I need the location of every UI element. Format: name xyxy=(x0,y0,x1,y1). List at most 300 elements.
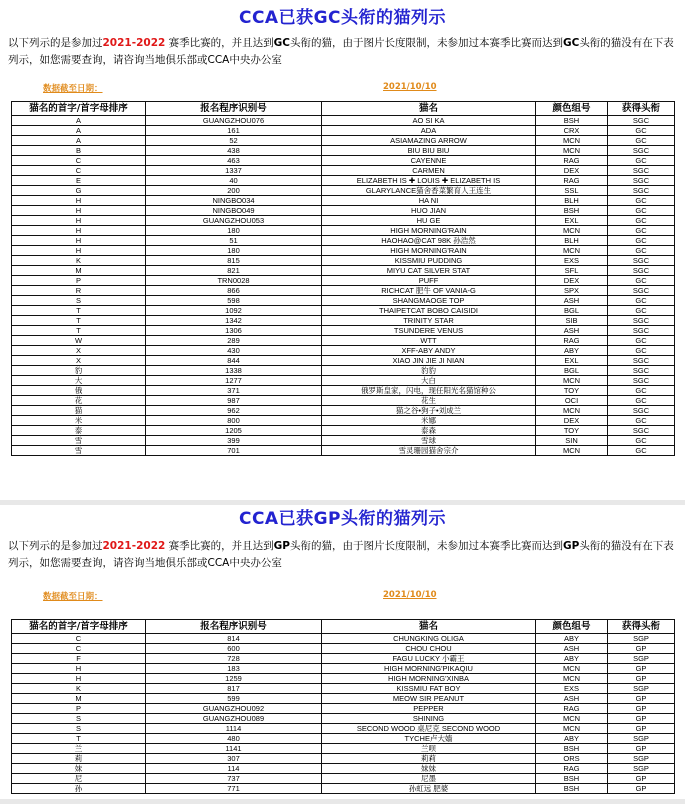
cell-cat-name: HUO JIAN xyxy=(322,206,536,216)
cell-color-group: BLH xyxy=(536,236,608,246)
cell-cat-name: 俄罗斯皇家，闪电，现任阳光名猫馆种公 xyxy=(322,386,536,396)
cell-title: SGP xyxy=(608,684,675,694)
table-row xyxy=(12,236,675,246)
cell-entry-id: 180 xyxy=(146,246,322,256)
table-row xyxy=(12,724,675,734)
table-row xyxy=(12,366,675,376)
cell-initial: C xyxy=(12,156,146,166)
cell-color-group: ABY xyxy=(536,654,608,664)
cell-initial: H xyxy=(12,196,146,206)
cell-initial: H xyxy=(12,216,146,226)
gp-title: CCA已获GP头衔的猫列示 xyxy=(238,509,447,529)
cell-initial: M xyxy=(12,694,146,704)
cell-initial: P xyxy=(12,276,146,286)
cell-title: GC xyxy=(608,336,675,346)
cell-entry-id: 371 xyxy=(146,386,322,396)
cell-initial: T xyxy=(12,326,146,336)
cell-cat-name: 兰呗 xyxy=(322,744,536,754)
cell-title: GC xyxy=(608,216,675,226)
cell-initial: T xyxy=(12,734,146,744)
cell-entry-id: 1092 xyxy=(146,306,322,316)
cell-initial: K xyxy=(12,256,146,266)
cell-title: GC xyxy=(608,236,675,246)
gp-date-row xyxy=(0,586,685,606)
cell-entry-id: 1114 xyxy=(146,724,322,734)
cell-cat-name: BIU BIU BIU xyxy=(322,146,536,156)
bottom-scroll-strip xyxy=(0,799,685,804)
cell-initial: A xyxy=(12,136,146,146)
cell-title: SGC xyxy=(608,366,675,376)
cell-color-group: BGL xyxy=(536,366,608,376)
cell-initial: 孙 xyxy=(12,784,146,794)
cell-color-group: ABY xyxy=(536,346,608,356)
cell-entry-id: 1338 xyxy=(146,366,322,376)
table-row xyxy=(12,754,675,764)
cell-entry-id: 728 xyxy=(146,654,322,664)
cell-title: GC xyxy=(608,446,675,456)
cell-cat-name: HIGH MORNING'RAIN xyxy=(322,226,536,236)
cell-title: SGC xyxy=(608,266,675,276)
cell-title: SGC xyxy=(608,426,675,436)
cell-cat-name: 雪球 xyxy=(322,436,536,446)
cell-color-group: EXS xyxy=(536,256,608,266)
cell-initial: 俄 xyxy=(12,386,146,396)
cell-initial: P xyxy=(12,704,146,714)
table-row xyxy=(12,426,675,436)
cell-entry-id: 737 xyxy=(146,774,322,784)
cell-title: SGC xyxy=(608,146,675,156)
cell-entry-id: 40 xyxy=(146,176,322,186)
cell-entry-id: 1306 xyxy=(146,326,322,336)
cell-cat-name: CARMEN xyxy=(322,166,536,176)
cell-title: GC xyxy=(608,416,675,426)
cell-initial: T xyxy=(12,306,146,316)
gc-date-label: 数据截至日期： xyxy=(43,84,103,94)
cell-cat-name: 孙虹远 肥婆 xyxy=(322,784,536,794)
gp-table-body xyxy=(12,634,675,794)
table-row xyxy=(12,694,675,704)
cell-title: GC xyxy=(608,206,675,216)
cell-entry-id: 480 xyxy=(146,734,322,744)
cell-initial: F xyxy=(12,654,146,664)
gc-header-row xyxy=(12,102,675,116)
cell-title: GC xyxy=(608,396,675,406)
cell-entry-id: 1277 xyxy=(146,376,322,386)
gp-col-color-group: 颜色组号 xyxy=(536,620,608,634)
cell-entry-id: 987 xyxy=(146,396,322,406)
cell-title: SGC xyxy=(608,316,675,326)
table-row xyxy=(12,166,675,176)
cell-title: GC xyxy=(608,226,675,236)
cell-color-group: RAG xyxy=(536,156,608,166)
cell-entry-id: 1205 xyxy=(146,426,322,436)
cell-color-group: ABY xyxy=(536,634,608,644)
cell-cat-name: SECOND WOOD 桌尼克 SECOND WOOD xyxy=(322,724,536,734)
cell-title: GC xyxy=(608,296,675,306)
cell-initial: S xyxy=(12,296,146,306)
gp-col-title: 获得头衔 xyxy=(608,620,675,634)
cell-color-group: MCN xyxy=(536,446,608,456)
cell-entry-id: 814 xyxy=(146,634,322,644)
cell-color-group: MCN xyxy=(536,664,608,674)
table-row xyxy=(12,446,675,456)
cell-cat-name: SHINING xyxy=(322,714,536,724)
cell-entry-id: 52 xyxy=(146,136,322,146)
cell-color-group: SFL xyxy=(536,266,608,276)
cell-initial: C xyxy=(12,644,146,654)
cell-title: SGC xyxy=(608,406,675,416)
cell-cat-name: AO SI KA xyxy=(322,116,536,126)
cell-initial: 尼 xyxy=(12,774,146,784)
cell-initial: H xyxy=(12,206,146,216)
cell-initial: C xyxy=(12,166,146,176)
cell-color-group: DEX xyxy=(536,276,608,286)
gc-col-cat-name: 猫名 xyxy=(322,102,536,116)
cell-title: SGP xyxy=(608,764,675,774)
cell-cat-name: 泰森 xyxy=(322,426,536,436)
cell-color-group: MCN xyxy=(536,376,608,386)
table-row xyxy=(12,436,675,446)
cell-entry-id: 844 xyxy=(146,356,322,366)
cell-color-group: EXL xyxy=(536,356,608,366)
cell-title: SGP xyxy=(608,754,675,764)
cell-initial: E xyxy=(12,176,146,186)
cell-color-group: BGL xyxy=(536,306,608,316)
gp-header-row xyxy=(12,620,675,634)
cell-cat-name: TYCHE卢大嫱 xyxy=(322,734,536,744)
cell-color-group: MCN xyxy=(536,714,608,724)
table-row xyxy=(12,634,675,644)
table-row xyxy=(12,744,675,754)
cell-cat-name: PUFF xyxy=(322,276,536,286)
cell-color-group: MCN xyxy=(536,226,608,236)
cell-entry-id: 701 xyxy=(146,446,322,456)
cell-entry-id: 1259 xyxy=(146,674,322,684)
cell-initial: 雪 xyxy=(12,436,146,446)
cell-cat-name: THAIPETCAT BOBO CAISIDI xyxy=(322,306,536,316)
cell-entry-id: 180 xyxy=(146,226,322,236)
cell-initial: H xyxy=(12,226,146,236)
cell-cat-name: ASIAMAZING ARROW xyxy=(322,136,536,146)
cell-cat-name: XIAO JIN JIE JI NIAN xyxy=(322,356,536,366)
cell-entry-id: TRN0028 xyxy=(146,276,322,286)
gc-date-value: 2021/10/10 xyxy=(383,82,437,92)
cell-initial: 猫 xyxy=(12,406,146,416)
cell-cat-name: ELIZABETH IS ✚ LOUIS ✚ ELIZABETH IS xyxy=(322,176,536,186)
cell-cat-name: HAOHAO@CAT 98K 孙浩然 xyxy=(322,236,536,246)
cell-color-group: DEX xyxy=(536,416,608,426)
cell-initial: B xyxy=(12,146,146,156)
cell-entry-id: 430 xyxy=(146,346,322,356)
cell-color-group: SSL xyxy=(536,186,608,196)
cell-color-group: RAG xyxy=(536,704,608,714)
gc-date-row xyxy=(0,78,685,98)
table-row xyxy=(12,306,675,316)
cell-cat-name: TRINITY STAR xyxy=(322,316,536,326)
cell-entry-id: 600 xyxy=(146,644,322,654)
cell-color-group: TOY xyxy=(536,426,608,436)
cell-title: GC xyxy=(608,436,675,446)
cell-initial: G xyxy=(12,186,146,196)
cell-title: GC xyxy=(608,346,675,356)
gc-table-body xyxy=(12,116,675,456)
cell-title: SGC xyxy=(608,116,675,126)
cell-cat-name: CAYENNE xyxy=(322,156,536,166)
cell-cat-name: 米娜 xyxy=(322,416,536,426)
table-row xyxy=(12,266,675,276)
gp-col-entry-id: 报名程序识别号 xyxy=(146,620,322,634)
cell-entry-id: 815 xyxy=(146,256,322,266)
cell-title: SGC xyxy=(608,286,675,296)
cell-entry-id: 161 xyxy=(146,126,322,136)
cell-initial: 大 xyxy=(12,376,146,386)
cell-cat-name: CHOU CHOU xyxy=(322,644,536,654)
cell-entry-id: 598 xyxy=(146,296,322,306)
cell-initial: 米 xyxy=(12,416,146,426)
gp-section xyxy=(0,505,685,794)
cell-title: GC xyxy=(608,276,675,286)
table-row xyxy=(12,136,675,146)
table-row xyxy=(12,256,675,266)
gc-col-initial: 猫名的首字/首字母排序 xyxy=(12,102,146,116)
gp-table xyxy=(11,619,675,794)
cell-color-group: BSH xyxy=(536,116,608,126)
cell-cat-name: PEPPER xyxy=(322,704,536,714)
cell-color-group: MCN xyxy=(536,724,608,734)
cell-color-group: RAG xyxy=(536,764,608,774)
cell-color-group: ASH xyxy=(536,326,608,336)
table-row xyxy=(12,714,675,724)
cell-cat-name: RICHCAT 肥牛 OF VANIA-G xyxy=(322,286,536,296)
cell-initial: M xyxy=(12,266,146,276)
cell-initial: X xyxy=(12,346,146,356)
cell-entry-id: 114 xyxy=(146,764,322,774)
cell-title: GC xyxy=(608,246,675,256)
cell-color-group: ORS xyxy=(536,754,608,764)
cell-cat-name: GLARYLANCE猫舍香菜繁育人王连生 xyxy=(322,186,536,196)
table-row xyxy=(12,654,675,664)
gp-date-value: 2021/10/10 xyxy=(383,590,437,600)
cell-title: GP xyxy=(608,714,675,724)
gc-col-entry-id: 报名程序识别号 xyxy=(146,102,322,116)
cell-initial: S xyxy=(12,714,146,724)
cell-color-group: BSH xyxy=(536,744,608,754)
cell-cat-name: MIYU CAT SILVER STAT xyxy=(322,266,536,276)
cell-color-group: BSH xyxy=(536,784,608,794)
cell-cat-name: 莉莉 xyxy=(322,754,536,764)
table-row xyxy=(12,226,675,236)
cell-cat-name: HIGH MORNING'RAIN xyxy=(322,246,536,256)
cell-cat-name: 豹豹 xyxy=(322,366,536,376)
table-row xyxy=(12,644,675,654)
cell-title: GC xyxy=(608,126,675,136)
cell-cat-name: FAGU LUCKY 小霸王 xyxy=(322,654,536,664)
table-row xyxy=(12,216,675,226)
cell-color-group: MCN xyxy=(536,246,608,256)
table-row xyxy=(12,784,675,794)
cell-title: GP xyxy=(608,744,675,754)
cell-initial: K xyxy=(12,684,146,694)
cell-entry-id: 200 xyxy=(146,186,322,196)
cell-color-group: BSH xyxy=(536,206,608,216)
gc-col-title: 获得头衔 xyxy=(608,102,675,116)
cell-title: SGP xyxy=(608,734,675,744)
cell-color-group: BLH xyxy=(536,196,608,206)
cell-title: GP xyxy=(608,784,675,794)
cell-title: GP xyxy=(608,644,675,654)
table-row xyxy=(12,276,675,286)
gc-title: CCA已获GC头衔的猫列示 xyxy=(238,8,447,28)
cell-initial: 兰 xyxy=(12,744,146,754)
cell-color-group: OCI xyxy=(536,396,608,406)
cell-cat-name: ADA xyxy=(322,126,536,136)
cell-initial: 花 xyxy=(12,396,146,406)
cell-initial: 泰 xyxy=(12,426,146,436)
cell-entry-id: 771 xyxy=(146,784,322,794)
cell-initial: H xyxy=(12,246,146,256)
cell-title: GC xyxy=(608,306,675,316)
cell-initial: W xyxy=(12,336,146,346)
table-row xyxy=(12,296,675,306)
cell-title: SGC xyxy=(608,176,675,186)
cell-initial: A xyxy=(12,116,146,126)
table-row xyxy=(12,396,675,406)
table-row xyxy=(12,356,675,366)
cell-title: GC xyxy=(608,136,675,146)
cell-cat-name: KISSMIU PUDDING xyxy=(322,256,536,266)
cell-initial: 雪 xyxy=(12,446,146,456)
cell-title: GP xyxy=(608,694,675,704)
cell-title: GP xyxy=(608,674,675,684)
cell-cat-name: KISSMIU FAT BOY xyxy=(322,684,536,694)
gc-section xyxy=(0,7,685,505)
cell-title: SGC xyxy=(608,256,675,266)
cell-entry-id: 289 xyxy=(146,336,322,346)
gp-col-initial: 猫名的首字/首字母排序 xyxy=(12,620,146,634)
table-row xyxy=(12,774,675,784)
cell-color-group: ABY xyxy=(536,734,608,744)
cell-initial: R xyxy=(12,286,146,296)
cell-initial: X xyxy=(12,356,146,366)
cell-entry-id: 438 xyxy=(146,146,322,156)
cell-cat-name: 雪灵珊园猫舍宗介 xyxy=(322,446,536,456)
cell-entry-id: 307 xyxy=(146,754,322,764)
cell-title: SGC xyxy=(608,376,675,386)
cell-color-group: ASH xyxy=(536,296,608,306)
cell-entry-id: NINGBO049 xyxy=(146,206,322,216)
gp-intro: 以下列示的是参加过2021-2022 赛季比赛的，并且达到GP头衔的猫，由于图片长度限制，未参加过本赛季比赛而达到GP头衔的猫没有在下表列示，如您需要查询，请咨询当地俱乐部或CCA中央办公室 xyxy=(8,540,674,569)
table-row xyxy=(12,196,675,206)
table-row xyxy=(12,116,675,126)
cell-initial: A xyxy=(12,126,146,136)
cell-cat-name: HU GE xyxy=(322,216,536,226)
table-row xyxy=(12,734,675,744)
cell-entry-id: 866 xyxy=(146,286,322,296)
table-row xyxy=(12,684,675,694)
cell-initial: T xyxy=(12,316,146,326)
cell-entry-id: 1141 xyxy=(146,744,322,754)
cell-color-group: MCN xyxy=(536,674,608,684)
cell-entry-id: 962 xyxy=(146,406,322,416)
table-row xyxy=(12,186,675,196)
cell-title: GC xyxy=(608,196,675,206)
cell-cat-name: HIGH MORNING'XINBA xyxy=(322,674,536,684)
cell-initial: 莉 xyxy=(12,754,146,764)
cell-initial: H xyxy=(12,236,146,246)
cell-title: SGC xyxy=(608,356,675,366)
cell-entry-id: GUANGZHOU076 xyxy=(146,116,322,126)
table-row xyxy=(12,406,675,416)
table-row xyxy=(12,416,675,426)
table-row xyxy=(12,206,675,216)
table-row xyxy=(12,674,675,684)
cell-entry-id: 821 xyxy=(146,266,322,276)
cell-cat-name: CHUNGKING OLIGA xyxy=(322,634,536,644)
cell-entry-id: 599 xyxy=(146,694,322,704)
cell-color-group: CRX xyxy=(536,126,608,136)
cell-cat-name: 花生 xyxy=(322,396,536,406)
cell-title: SGC xyxy=(608,326,675,336)
cell-color-group: DEX xyxy=(536,166,608,176)
cell-cat-name: 大白 xyxy=(322,376,536,386)
cell-entry-id: GUANGZHOU092 xyxy=(146,704,322,714)
cell-cat-name: SHANGMAOGE TOP xyxy=(322,296,536,306)
cell-title: GC xyxy=(608,386,675,396)
cell-color-group: TOY xyxy=(536,386,608,396)
cell-color-group: MCN xyxy=(536,406,608,416)
cell-color-group: EXL xyxy=(536,216,608,226)
cell-title: SGP xyxy=(608,654,675,664)
cell-title: SGC xyxy=(608,186,675,196)
table-row xyxy=(12,336,675,346)
table-row xyxy=(12,126,675,136)
table-row xyxy=(12,376,675,386)
cell-cat-name: MEOW SIR PEANUT xyxy=(322,694,536,704)
table-row xyxy=(12,764,675,774)
gp-col-cat-name: 猫名 xyxy=(322,620,536,634)
cell-cat-name: HIGH MORNING'PIKAQIU xyxy=(322,664,536,674)
cell-cat-name: 猫之谷•狗子•刘成兰 xyxy=(322,406,536,416)
cell-title: GP xyxy=(608,724,675,734)
cell-cat-name: 尼墨 xyxy=(322,774,536,784)
table-row xyxy=(12,286,675,296)
table-row xyxy=(12,246,675,256)
cell-title: GC xyxy=(608,156,675,166)
gc-col-color-group: 颜色组号 xyxy=(536,102,608,116)
cell-color-group: ASH xyxy=(536,644,608,654)
cell-entry-id: 1337 xyxy=(146,166,322,176)
cell-color-group: MCN xyxy=(536,136,608,146)
cell-color-group: MCN xyxy=(536,146,608,156)
cell-color-group: EXS xyxy=(536,684,608,694)
cell-entry-id: GUANGZHOU089 xyxy=(146,714,322,724)
cell-cat-name: 妹妹 xyxy=(322,764,536,774)
cell-cat-name: XFF-ABY ANDY xyxy=(322,346,536,356)
cell-entry-id: 463 xyxy=(146,156,322,166)
cell-color-group: RAG xyxy=(536,176,608,186)
table-row xyxy=(12,386,675,396)
cell-color-group: SPX xyxy=(536,286,608,296)
cell-entry-id: 183 xyxy=(146,664,322,674)
cell-title: SGP xyxy=(608,634,675,644)
cell-title: GP xyxy=(608,774,675,784)
cell-color-group: SIN xyxy=(536,436,608,446)
cell-cat-name: HA NI xyxy=(322,196,536,206)
cell-initial: 豹 xyxy=(12,366,146,376)
cell-initial: H xyxy=(12,674,146,684)
cell-color-group: RAG xyxy=(536,336,608,346)
cell-cat-name: TSUNDERE VENUS xyxy=(322,326,536,336)
